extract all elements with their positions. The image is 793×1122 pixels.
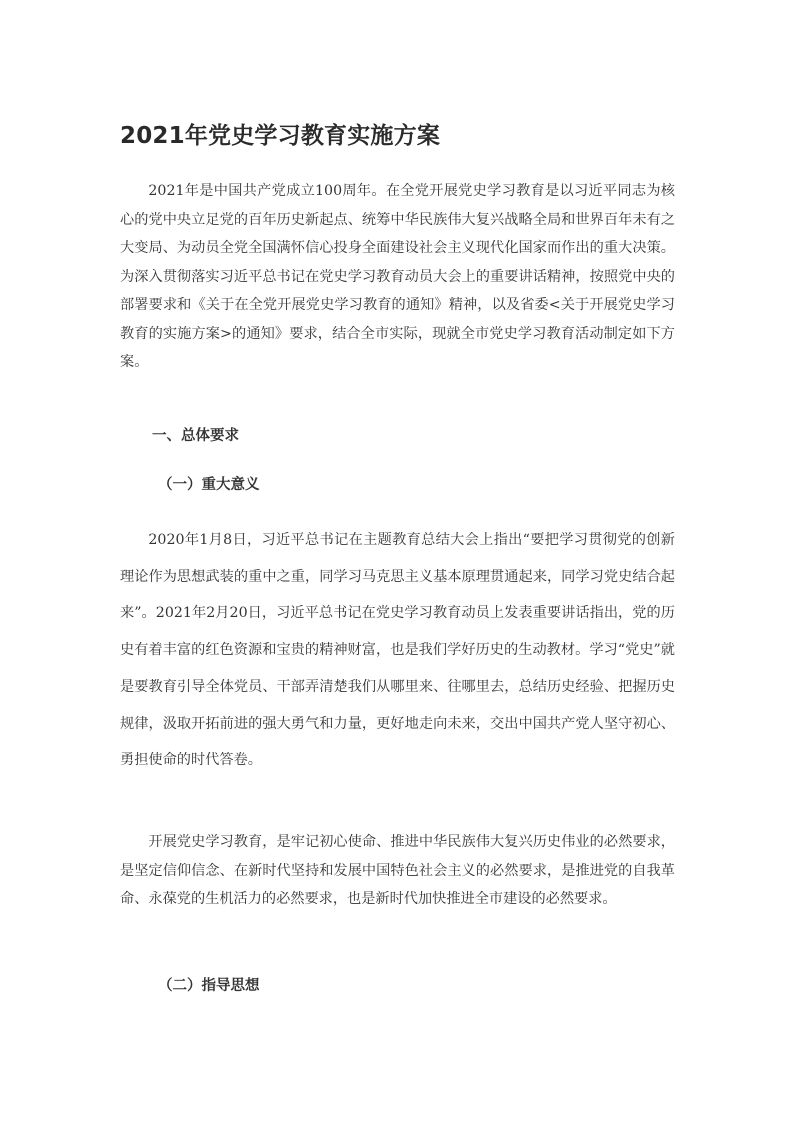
significance-paragraph-1: 2020年1月8日，习近平总书记在主题教育总结大会上指出“要把学习贯彻党的创新理论作为思想武装的重中之重，同学习马克思主义基本原理贯通起来，同学习党史结合起来”。2021年2月20日，习近平总书记在党史学习教育动员上发表重要讲话指出，党的历史有着丰富的红色资源和宝贵的精神财富，也是我们学好历史的生动教材。学习“党史”就是要教育引导全体党员、干部弄清楚我们从哪里来、往哪里去，总结历史经验、把握历史规律，汲取开拓前进的强大勇气和力量，更好地走向未来，交出中国共产党人坚守初心、勇担使命的时代答卷。 xyxy=(120,532,675,769)
subsection-heading-guiding-ideology: （二）指导思想 xyxy=(158,978,260,994)
subsection-heading-significance: （一）重大意义 xyxy=(158,477,260,493)
intro-paragraph: 2021年是中国共产党成立100周年。在全党开展党史学习教育是以习近平同志为核心的党中央立足党的百年历史新起点、统筹中华民族伟大复兴战略全局和世界百年未有之大变局、为动员全党全国满怀信心投身全面建设社会主义现代化国家而作出的重大决策。为深入贯彻落实习近平总书记在党史学习教育动员大会上的重要讲话精神，按照党中央的部署要求和《关于在全党开展党史学习教育的通知》精神，以及省委<关于开展党史学习教育的实施方案>的通知》要求，结合全市实际，现就全市党史学习教育活动制定如下方案。 xyxy=(120,183,675,370)
significance-paragraph-2: 开展党史学习教育，是牢记初心使命、推进中华民族伟大复兴历史伟业的必然要求，是坚定信仰信念、在新时代坚持和发展中国特色社会主义的必然要求，是推进党的自我革命、永葆党的生机活力的必然要求，也是新时代加快推进全市建设的必然要求。 xyxy=(120,834,675,907)
document-title: 2021年党史学习教育实施方案 xyxy=(120,123,441,149)
section-heading-general-requirements: 一、总体要求 xyxy=(152,428,239,444)
